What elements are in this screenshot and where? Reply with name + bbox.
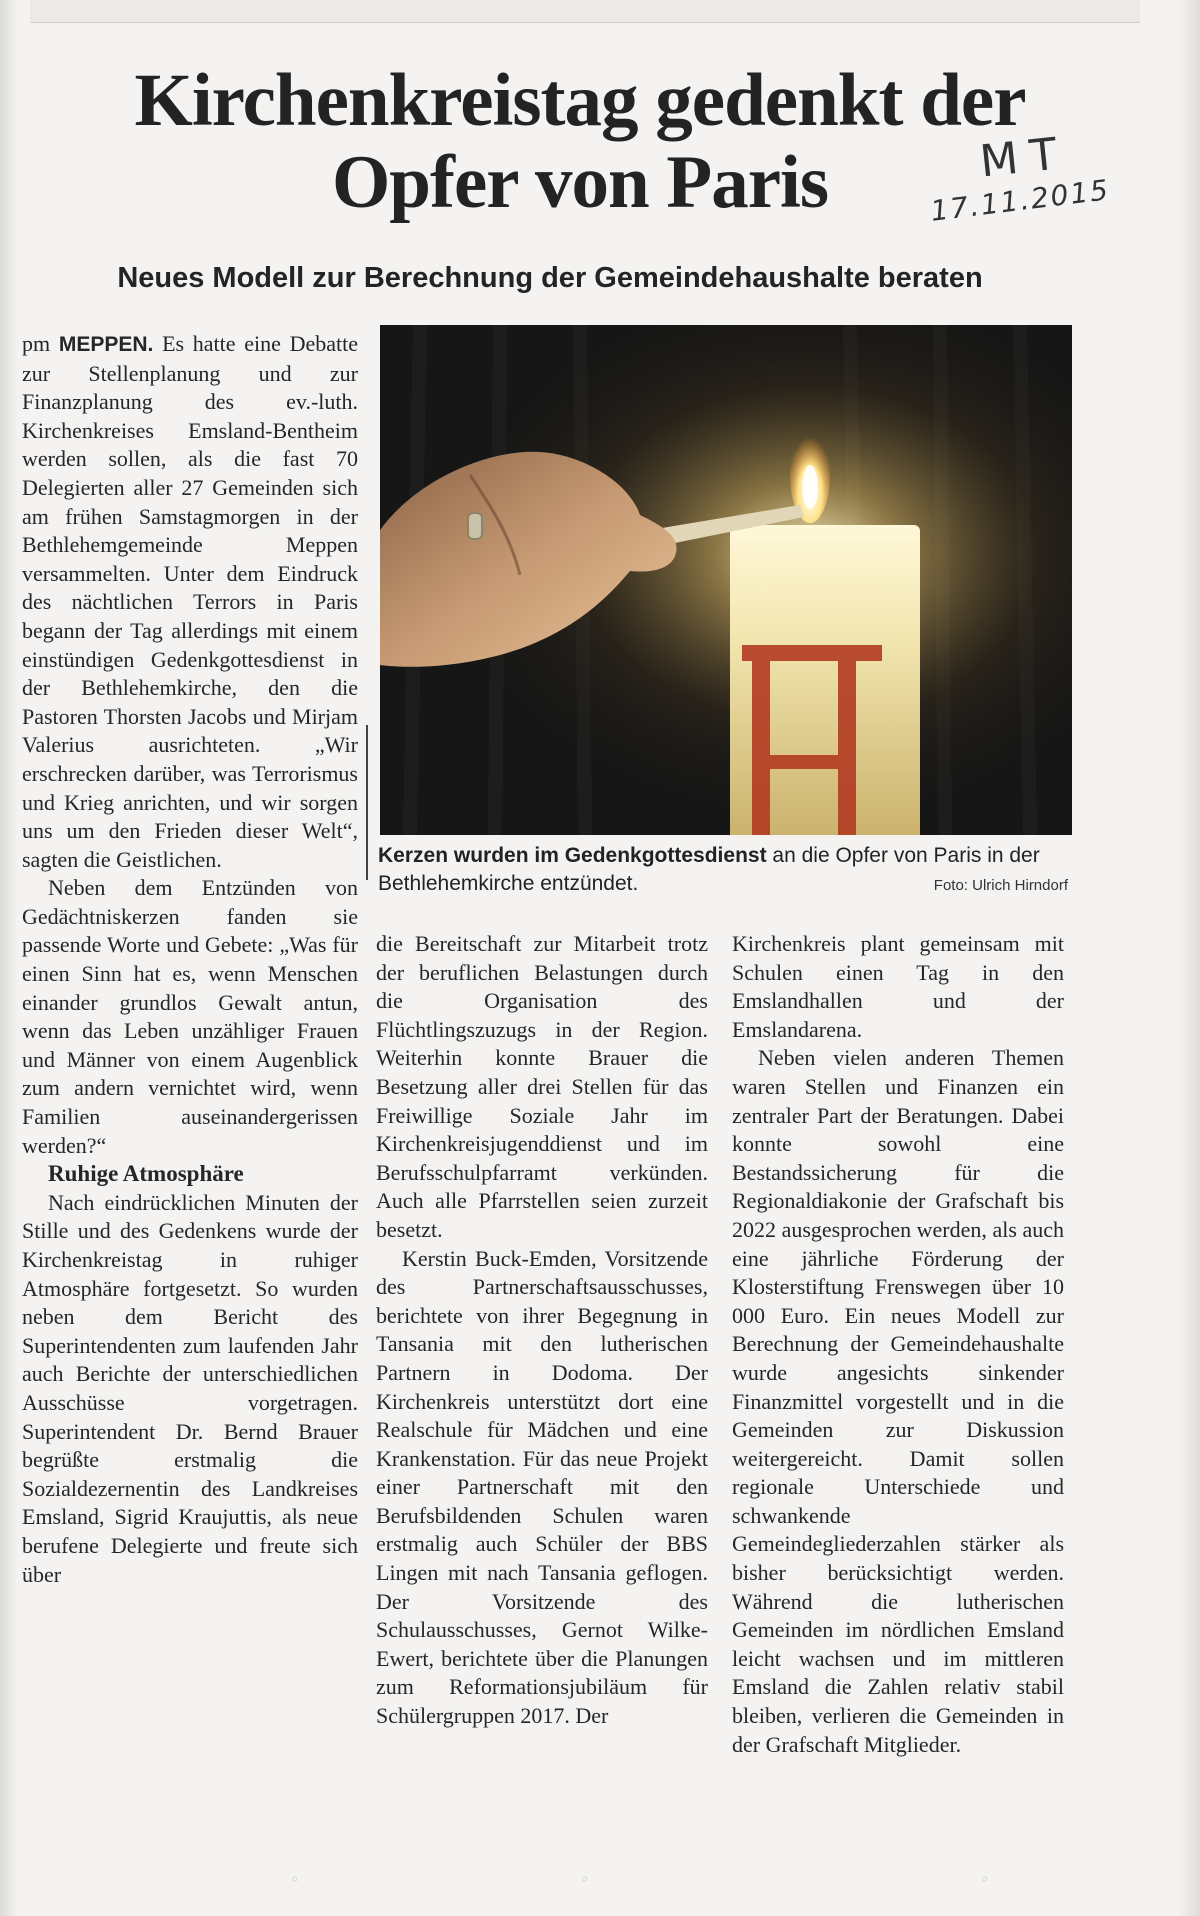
article-photo <box>380 325 1072 835</box>
paragraph-text: Es hatte eine Debatte zur Stellenplanung und zur Finanzplanung des ev.-luth. Kirchenkreises Emsland-Bentheim werden sollen, als die fast 70 Delegierten aller 27 Gemeinden sich am frühen Samstagmorgen in der Bethlehemgemeinde Meppen versammelten. Unter dem Eindruck des nächtlichen Terrors in Paris begann der Tag allerdings mit einem einstündigen Gedenkgottesdienst in der Bethlehemkirche, den die Pastoren Thorsten Jacobs und Mirjam Valerius ausrichteten. „Wir erschrecken darüber, was Terrorismus und Krieg anrichten, und wir sorgen uns um den Frieden dieser Welt“, sagten die Geistlichen. <box>22 331 358 872</box>
caption-strong: Kerzen wurden im Gedenkgottesdienst <box>378 844 767 867</box>
paper-fold-shadow <box>0 0 18 1916</box>
section-heading: Ruhige Atmosphäre <box>48 1161 244 1187</box>
handwritten-annotation <box>928 127 1170 242</box>
paragraph: Kerstin Buck-Emden, Vorsitzende des Partnerschaftsausschusses, berichtete von ihrer Begegnung in Tansania mit den lutherischen Partnern in Dodoma. Der Kirchenkreis unterstützt dort eine Realschule für Mädchen und eine Krankenstation. Für das neue Projekt einer Partnerschaft mit den Berufsbildenden Schulen waren erstmalig auch Schüler der BBS Lingen mit nach Tansania geflogen. Der Vorsitzende des Schulausschusses, Gernot Wilke-Ewert, berichtete über die Planungen zum Reformationsjubiläum für Schülergruppen 2017. Der <box>376 1245 708 1729</box>
article-column-2 <box>376 930 708 1731</box>
photo-credit: Foto: Ulrich Hirndorf <box>933 877 1068 894</box>
scan-artifacts: ◦ ◦ ◦ <box>290 1870 990 1889</box>
article-subheadline: Neues Modell zur Berechnung der Gemeindehaushalte beraten <box>117 262 983 294</box>
paragraph: Kirchenkreis plant gemeinsam mit Schulen einen Tag in den Emslandhallen und der Emslandarena. <box>732 931 1064 1042</box>
caption-text: an die Opfer von Paris in der Bethlehemkirche entzündet. <box>378 844 1040 895</box>
paper-edge-shadow <box>1178 0 1200 1916</box>
paragraph: Nach eindrücklichen Minuten der Stille und des Gedenkens wurde der Kirchenkreistag in ruhiger Atmosphäre fortgesetzt. So wurden neben dem Bericht des Superintendenten zum laufenden Jahr auch Berichte der unterschiedlichen Ausschüsse vorgetragen. Superintendent Dr. Bernd Brauer begrüßte erstmalig die Sozialdezernentin des Landkreises Emsland, Sigrid Kraujuttis, als neue berufene Delegierte und freute sich über <box>22 1189 358 1587</box>
author-initials: pm <box>22 331 59 356</box>
paragraph <box>22 330 358 874</box>
paragraph: Neben dem Entzünden von Gedächtniskerzen fanden sie passende Worte und Gebete: „Was für einen Sinn hat es, wenn Menschen einander grundlos Gewalt antun, wenn das Leben unzähliger Frauen und Männer von einem Augenblick zum andern vernichtet wird, wenn Familien auseinandergerissen werden?“ <box>22 875 358 1158</box>
article-column-1 <box>22 330 358 1589</box>
margin-pen-mark <box>366 725 368 880</box>
photo-caption <box>378 842 1078 898</box>
article-column-3 <box>732 930 1064 1759</box>
paragraph: die Bereitschaft zur Mitarbeit trotz der beruflichen Belastungen durch die Organisation des Flüchtlingszuzugs in der Region. Weiterhin konnte Brauer die Besetzung aller drei Stellen für das Freiwillige Soziale Jahr im Kirchenkreisjugenddienst und im Berufsschulpfarramt verkünden. Auch alle Pfarrstellen seien zurzeit besetzt. <box>376 931 708 1242</box>
article-headline: Kirchenkreistag gedenkt der Opfer von Paris <box>134 59 1026 224</box>
dateline: MEPPEN. <box>58 333 154 356</box>
paragraph: Neben vielen anderen Themen waren Stellen und Finanzen ein zentraler Part der Beratungen. Dabei konnte sowohl eine Bestandssicherung für die Regionaldiakonie der Grafschaft bis 2022 ausgesprochen werden, als auch eine jährliche Förderung der Klosterstiftung Frenswegen über 10 000 Euro. Ein neues Modell zur Berechnung der Gemeindehaushalte wurde angesichts sinkender Finanzmittel vorgestellt und in die Gemeinden zur Diskussion weitergereicht. Damit sollen regionale Unterschiede und schwankende Gemeindegliederzahlen stärker als bisher berücksichtigt werden. Während die lutherischen Gemeinden im nördlichen Emsland leicht wachsen und im mittleren Emsland die Zahlen relativ stabil bleiben, verlieren die Gemeinden in der Grafschaft Mitglieder. <box>732 1045 1064 1757</box>
candle-photo-image <box>380 325 1072 835</box>
handwritten-date: 17.11.2015 <box>928 173 1112 228</box>
cut-off-previous-article <box>30 0 1140 23</box>
handwritten-source: MT <box>977 127 1072 188</box>
